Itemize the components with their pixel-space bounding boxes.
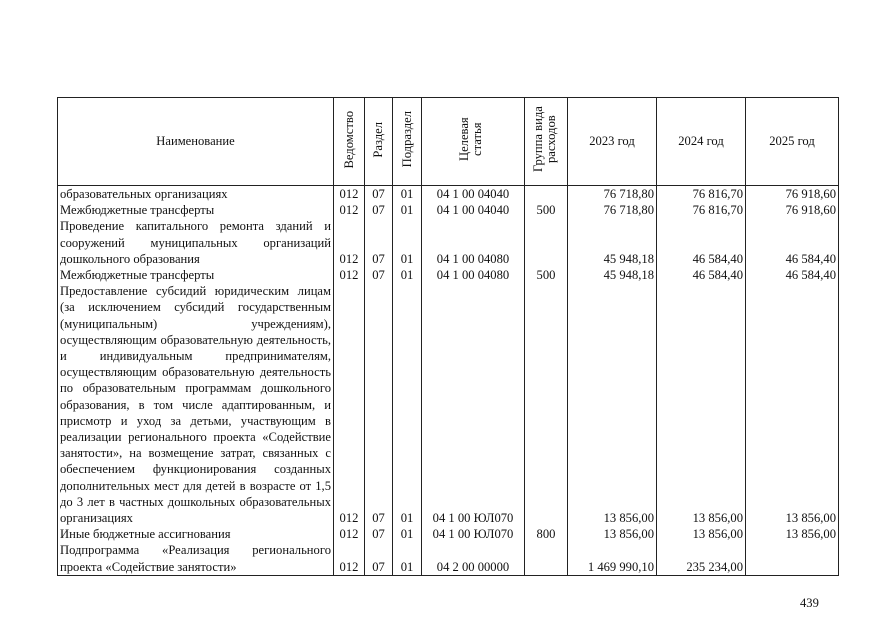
row-name: Предоставление субсидий юридическим лицам (за исключением субсидий государственным (муниципальным) учреждениям), осуществляющим образовательную деятельность, и индивидуальным предпринимателям, осуществляющим образовательную деятельность по образовательным программам дошкольного образования, в том числе адаптированным, и присмотр и уход за детьми, участвующим в реализации регионального проекта «Содействие занятости», на возмещение затрат, связанных с обеспечением функционирования созданных дополнительных мест для детей в возрасте от 1,5 до 3 лет в частных дошкольных образовательных организациях xyxy=(58,283,334,526)
row-section: 07 xyxy=(365,542,393,575)
row-subsection: 01 xyxy=(393,202,422,218)
header-exp-group: Группа вида расходов xyxy=(525,98,568,186)
table-row xyxy=(58,526,839,542)
row-dept: 012 xyxy=(334,267,365,283)
row-amount-2023: 1 469 990,10 xyxy=(568,542,657,575)
header-2024: 2024 год xyxy=(657,98,746,186)
row-amount-2023: 45 948,18 xyxy=(568,267,657,283)
row-dept: 012 xyxy=(334,542,365,575)
row-dept: 012 xyxy=(334,218,365,267)
row-name: Иные бюджетные ассигнования xyxy=(58,526,334,542)
row-dept: 012 xyxy=(334,202,365,218)
header-2023: 2023 год xyxy=(568,98,657,186)
header-target: Целевая статья xyxy=(422,98,525,186)
row-target: 04 1 00 04080 xyxy=(422,218,525,267)
row-exp-group xyxy=(525,542,568,575)
row-dept: 012 xyxy=(334,186,365,203)
row-amount-2024: 76 816,70 xyxy=(657,186,746,203)
row-section: 07 xyxy=(365,526,393,542)
row-section: 07 xyxy=(365,267,393,283)
row-amount-2023: 76 718,80 xyxy=(568,186,657,203)
row-name: Проведение капитального ремонта зданий и сооружений муниципальных организаций дошкольного образования xyxy=(58,218,334,267)
row-subsection: 01 xyxy=(393,526,422,542)
row-section: 07 xyxy=(365,186,393,203)
row-target: 04 1 00 04040 xyxy=(422,186,525,203)
row-exp-group: 500 xyxy=(525,202,568,218)
row-dept: 012 xyxy=(334,283,365,526)
row-amount-2025: 13 856,00 xyxy=(746,526,839,542)
header-section: Раздел xyxy=(365,98,393,186)
row-section: 07 xyxy=(365,202,393,218)
row-target: 04 1 00 ЮЛ070 xyxy=(422,283,525,526)
row-amount-2023: 13 856,00 xyxy=(568,526,657,542)
table-row xyxy=(58,186,839,203)
row-amount-2023: 13 856,00 xyxy=(568,283,657,526)
row-exp-group: 800 xyxy=(525,526,568,542)
table-row xyxy=(58,542,839,575)
row-exp-group: 500 xyxy=(525,267,568,283)
row-subsection: 01 xyxy=(393,218,422,267)
row-subsection: 01 xyxy=(393,283,422,526)
row-amount-2025: 46 584,40 xyxy=(746,267,839,283)
row-subsection: 01 xyxy=(393,542,422,575)
header-2025: 2025 год xyxy=(746,98,839,186)
row-amount-2025: 76 918,60 xyxy=(746,186,839,203)
row-amount-2023: 45 948,18 xyxy=(568,218,657,267)
row-subsection: 01 xyxy=(393,186,422,203)
row-amount-2024: 46 584,40 xyxy=(657,267,746,283)
row-target: 04 2 00 00000 xyxy=(422,542,525,575)
header-name: Наименование xyxy=(58,98,334,186)
row-target: 04 1 00 04080 xyxy=(422,267,525,283)
row-exp-group xyxy=(525,186,568,203)
row-exp-group xyxy=(525,218,568,267)
row-amount-2025: 76 918,60 xyxy=(746,202,839,218)
row-amount-2025: 46 584,40 xyxy=(746,218,839,267)
budget-table xyxy=(57,97,839,576)
row-section: 07 xyxy=(365,218,393,267)
row-name: образовательных организациях xyxy=(58,186,334,203)
row-subsection: 01 xyxy=(393,267,422,283)
table-row xyxy=(58,202,839,218)
table-row xyxy=(58,218,839,267)
header-dept: Ведомство xyxy=(334,98,365,186)
page-number: 439 xyxy=(800,596,819,610)
table-header-row xyxy=(58,98,839,186)
row-name: Подпрограмма «Реализация регионального проекта «Содействие занятости» xyxy=(58,542,334,575)
row-amount-2024: 13 856,00 xyxy=(657,283,746,526)
row-target: 04 1 00 ЮЛ070 xyxy=(422,526,525,542)
row-amount-2024: 235 234,00 xyxy=(657,542,746,575)
row-name: Межбюджетные трансферты xyxy=(58,267,334,283)
row-amount-2024: 13 856,00 xyxy=(657,526,746,542)
table-row xyxy=(58,267,839,283)
row-amount-2025 xyxy=(746,542,839,575)
row-section: 07 xyxy=(365,283,393,526)
row-target: 04 1 00 04040 xyxy=(422,202,525,218)
row-name: Межбюджетные трансферты xyxy=(58,202,334,218)
row-amount-2023: 76 718,80 xyxy=(568,202,657,218)
row-dept: 012 xyxy=(334,526,365,542)
row-amount-2025: 13 856,00 xyxy=(746,283,839,526)
table-row xyxy=(58,283,839,526)
row-amount-2024: 76 816,70 xyxy=(657,202,746,218)
header-subsection: Подраздел xyxy=(393,98,422,186)
row-exp-group xyxy=(525,283,568,526)
row-amount-2024: 46 584,40 xyxy=(657,218,746,267)
